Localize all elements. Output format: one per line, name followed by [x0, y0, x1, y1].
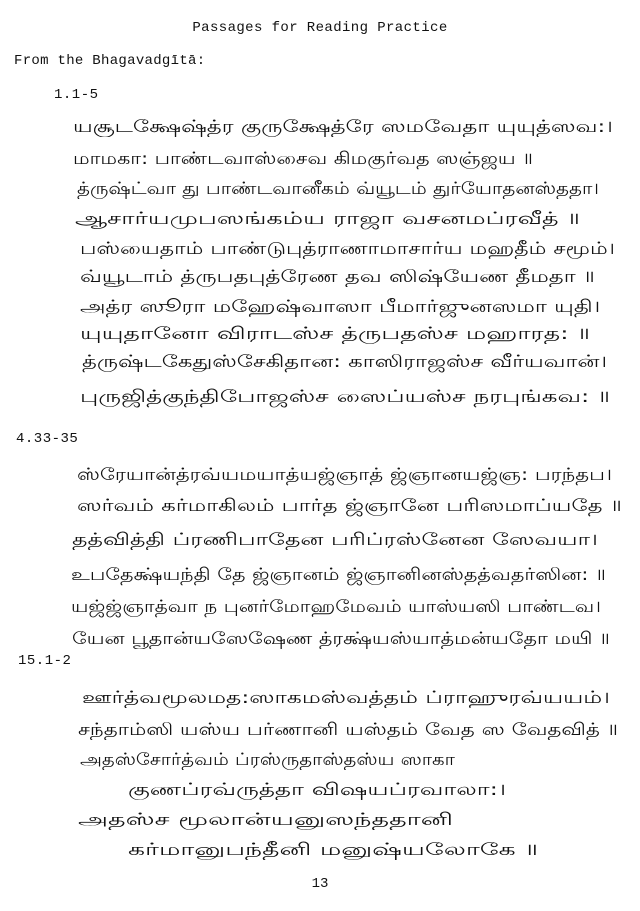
verse-line: த்ருஷ்ட்வா து பாண்டவானீகம் வ்யூடம் துர்யோதனஸ்ததா। — [77, 179, 599, 199]
verse-line: பஸ்யைதாம் பாண்டுபுத்ராணாமாசார்ய மஹதீம் சமூம்। — [80, 239, 615, 259]
verse-line: யேன பூதான்யஸேஷேண த்ரக்ஷ்யஸ்யாத்மன்யதோ மயி ॥ — [72, 629, 610, 649]
verse-line: யஜ்ஜ்ஞாத்வா ந புனர்மோஹமேவம் யாஸ்யஸி பாண்டவ। — [71, 597, 601, 617]
verse-line: கர்மானுபந்தீனி மனுஷ்யலோகே ॥ — [128, 840, 539, 860]
verse-line: ஊர்த்வமூலமத:ஸாகமஸ்வத்தம் ப்ராஹுரவ்யயம்। — [82, 688, 610, 708]
verse-line: ஆசார்யமுபஸங்கம்ய ராஜா வசனமப்ரவீத் ॥ — [75, 209, 580, 229]
verse-line: அத்ர ஸூரா மஹேஷ்வாஸா பீமார்ஜுனஸமா யுதி। — [80, 297, 601, 317]
verse-line: அதஸ்சோர்த்வம் ப்ரஸ்ருதாஸ்தஸ்ய ஸாகா — [80, 750, 455, 770]
verse-line: அதஸ்ச மூலான்யனுஸந்ததானி — [78, 810, 454, 830]
verse-line: புருஜித்குந்திபோஜஸ்ச ஸைப்யஸ்ச நரபுங்கவ: ॥ — [80, 387, 610, 407]
page-number: 13 — [311, 876, 329, 892]
verse-line: த்ருஷ்டகேதுஸ்சேகிதான: காஸிராஜஸ்ச வீர்யவான்। — [82, 352, 608, 372]
section-label-4-33-35: 4.33-35 — [16, 431, 79, 447]
source-heading: From the Bhagavadgītā: — [14, 53, 206, 69]
verse-line: தத்வித்தி ப்ரணிபாதேன பரிப்ரஸ்னேன ஸேவயா। — [72, 530, 598, 550]
section-label-15-1-2: 15.1-2 — [18, 653, 72, 669]
page-title: Passages for Reading Practice — [192, 20, 448, 36]
verse-line: ஸர்வம் கர்மாகிலம் பார்த ஜ்ஞானே பரிஸமாப்யதே ॥ — [77, 496, 622, 516]
verse-line: குணப்ரவ்ருத்தா விஷயப்ரவாலா:। — [128, 780, 507, 800]
verse-line: வ்யூடாம் த்ருபதபுத்ரேண தவ ஸிஷ்யேண தீமதா ॥ — [80, 267, 595, 287]
verse-line: ஸ்ரேயான்த்ரவ்யமயாத்யஜ்ஞாத் ஜ்ஞானயஜ்ஞ: பரந்தப। — [77, 465, 612, 485]
verse-line: யுயுதானோ விராடஸ்ச த்ருபதஸ்ச மஹாரத: ॥ — [80, 324, 590, 344]
section-label-1-1-5: 1.1-5 — [54, 87, 99, 103]
verse-line: யசூடக்ஷேஷ்த்ர குருக்ஷேத்ரே ஸமவேதா யுயுத்ஸவ:। — [73, 117, 613, 137]
verse-line: மாமகா: பாண்டவாஸ்சைவ கிமகுர்வத ஸஞ்ஜய ॥ — [73, 149, 533, 169]
verse-line: உபதேக்ஷ்யந்தி தே ஜ்ஞானம் ஜ்ஞானினஸ்தத்வதர்ஸின: ॥ — [71, 565, 606, 585]
verse-line: சந்தாம்ஸி யஸ்ய பர்ணானி யஸ்தம் வேத ஸ வேதவித் ॥ — [78, 720, 618, 740]
